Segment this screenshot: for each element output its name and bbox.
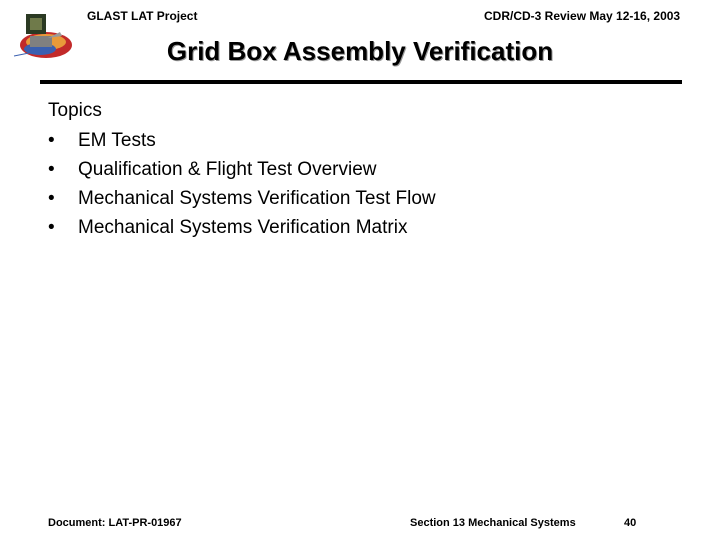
page-number: 40 bbox=[624, 517, 637, 529]
topics-list bbox=[48, 129, 436, 245]
bullet-marker: • bbox=[48, 188, 55, 209]
bullet-marker: • bbox=[48, 217, 55, 238]
list-item-text: Mechanical Systems Verification Test Flow bbox=[78, 188, 436, 209]
list-item-text: EM Tests bbox=[78, 130, 156, 151]
bullet-marker: • bbox=[48, 130, 55, 151]
bullet-marker: • bbox=[48, 159, 55, 180]
document-number: Document: LAT-PR-01967 bbox=[48, 517, 182, 529]
project-name: GLAST LAT Project bbox=[87, 9, 198, 23]
list-item bbox=[48, 158, 436, 187]
list-item bbox=[48, 216, 436, 245]
review-info: CDR/CD-3 Review May 12-16, 2003 bbox=[484, 9, 681, 23]
title-divider bbox=[40, 80, 682, 84]
slide-title: Grid Box Assembly Verification bbox=[166, 36, 554, 66]
section-label: Section 13 Mechanical Systems bbox=[410, 517, 576, 529]
list-item bbox=[48, 187, 436, 216]
list-item-text: Qualification & Flight Test Overview bbox=[78, 159, 377, 180]
list-item bbox=[48, 129, 436, 158]
list-item-text: Mechanical Systems Verification Matrix bbox=[78, 217, 408, 238]
topics-heading: Topics bbox=[48, 100, 102, 121]
